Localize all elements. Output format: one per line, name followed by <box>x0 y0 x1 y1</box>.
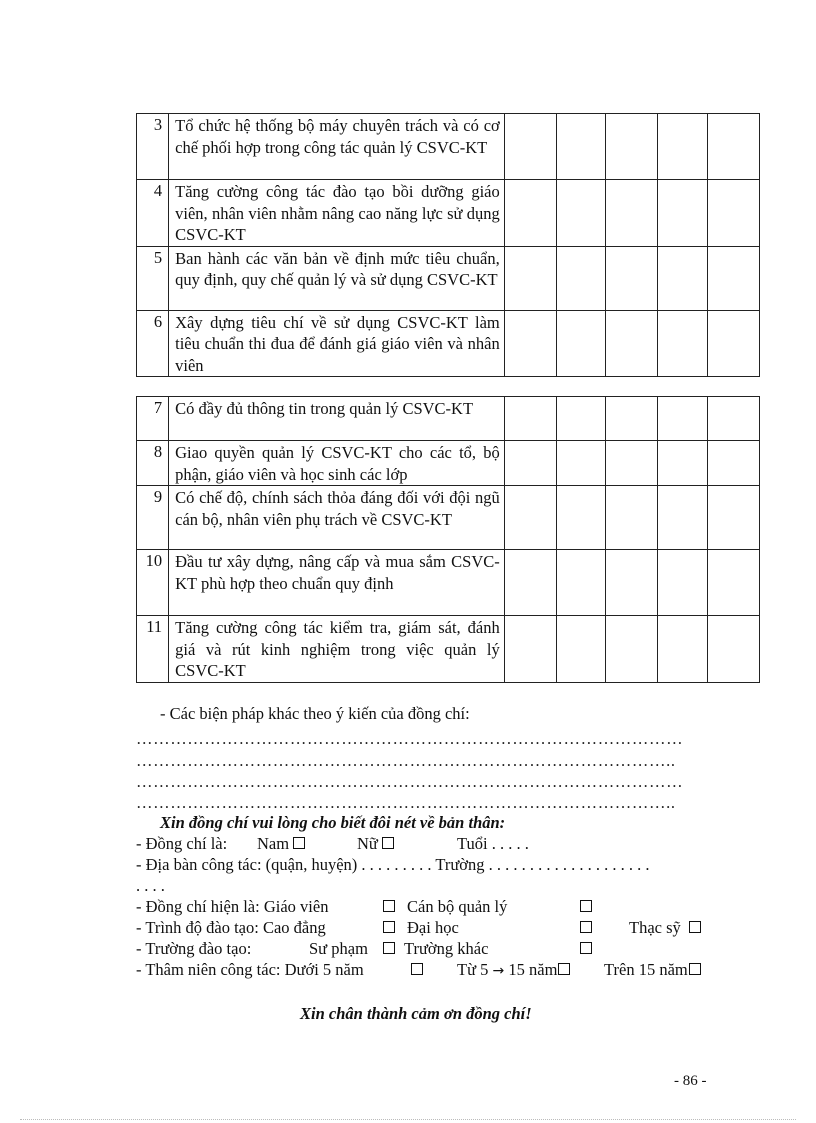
under5-checkbox[interactable] <box>407 960 423 980</box>
rating-cell[interactable] <box>707 114 759 180</box>
table-row <box>137 616 760 683</box>
female-option[interactable] <box>357 834 394 854</box>
rating-cell[interactable] <box>606 246 658 310</box>
checkbox-icon[interactable] <box>689 921 701 933</box>
female-label: Nữ <box>357 834 378 853</box>
rating-cell[interactable] <box>707 310 759 377</box>
university-checkbox[interactable] <box>576 918 592 938</box>
survey-table-part-1 <box>136 113 760 377</box>
master-label: Thạc sỹ <box>629 918 681 937</box>
rating-cell[interactable] <box>707 246 759 310</box>
row-text: Xây dựng tiêu chí về sử dụng CSVC-KT làm tiêu chuẩn thi đua để đánh giá giáo viên và nhân viên <box>169 310 505 377</box>
row-text: Tổ chức hệ thống bộ máy chuyên trách và có cơ chế phối hợp trong công tác quản lý CSVC-KT <box>169 114 505 180</box>
work-area-field[interactable]: - Địa bàn công tác: (quận, huyện) . . . . . . . . . Trường . . . . . . . . . . . . . . . . . . . . <box>136 855 650 874</box>
rating-cell[interactable] <box>658 441 707 486</box>
row-number: 5 <box>137 246 169 310</box>
rating-cell[interactable] <box>707 180 759 247</box>
rating-cell[interactable] <box>557 550 606 616</box>
rating-cell[interactable] <box>504 246 556 310</box>
age-field[interactable]: Tuổi . . . . . <box>457 834 529 853</box>
other-school-checkbox[interactable] <box>576 939 592 959</box>
checkbox-icon[interactable] <box>382 837 394 849</box>
from5-option[interactable] <box>457 960 570 981</box>
rating-cell[interactable] <box>504 114 556 180</box>
row-text: Tăng cường công tác kiểm tra, giám sát, đánh giá và rút kinh nghiệm trong việc quản lý CSVC-KT <box>169 616 505 683</box>
master-option[interactable] <box>629 918 701 938</box>
checkbox-icon[interactable] <box>293 837 305 849</box>
row-number: 8 <box>137 441 169 486</box>
row-number: 11 <box>137 616 169 683</box>
row-number: 4 <box>137 180 169 247</box>
rating-cell[interactable] <box>606 114 658 180</box>
rating-cell[interactable] <box>658 180 707 247</box>
rating-cell[interactable] <box>658 114 707 180</box>
manager-label: Cán bộ quản lý <box>407 897 508 916</box>
college-checkbox[interactable] <box>379 918 395 938</box>
answer-line[interactable]: ………………………………………………………………………………….. <box>136 751 676 770</box>
other-school-label: Trường khác <box>404 939 489 958</box>
table-row <box>137 486 760 550</box>
manager-checkbox[interactable] <box>576 897 592 917</box>
checkbox-icon[interactable] <box>580 921 592 933</box>
checkbox-icon[interactable] <box>689 963 701 975</box>
rating-cell[interactable] <box>707 441 759 486</box>
page-number: - 86 - <box>674 1073 707 1089</box>
university-label: Đại học <box>407 918 459 937</box>
over15-label: Trên 15 năm <box>604 960 688 979</box>
checkbox-icon[interactable] <box>383 921 395 933</box>
closing-thanks: Xin chân thành cảm ơn đồng chí! <box>300 1004 532 1023</box>
rating-cell[interactable] <box>606 441 658 486</box>
row-text: Giao quyền quản lý CSVC-KT cho các tổ, bộ phận, giáo viên và học sinh các lớp <box>169 441 505 486</box>
rating-cell[interactable] <box>557 397 606 441</box>
row-text: Có đầy đủ thông tin trong quản lý CSVC-KT <box>169 397 505 441</box>
checkbox-icon[interactable] <box>383 900 395 912</box>
pedagogy-label: Sư phạm <box>309 939 368 958</box>
rating-cell[interactable] <box>557 441 606 486</box>
personal-info-heading: Xin đồng chí vui lòng cho biết đôi nét về bản thân: <box>160 813 506 832</box>
table-row <box>137 180 760 247</box>
rating-cell[interactable] <box>658 397 707 441</box>
over15-option[interactable] <box>604 960 701 980</box>
row-number: 3 <box>137 114 169 180</box>
position-label: - Đồng chí hiện là: Giáo viên <box>136 897 329 916</box>
checkbox-icon[interactable] <box>383 942 395 954</box>
other-measures-label: - Các biện pháp khác theo ý kiến của đồng chí: <box>160 704 470 723</box>
row-text: Có chế độ, chính sách thỏa đáng đối với đội ngũ cán bộ, nhân viên phụ trách về CSVC-KT <box>169 486 505 550</box>
table-row <box>137 397 760 441</box>
checkbox-icon[interactable] <box>580 942 592 954</box>
footer-divider <box>20 1119 796 1120</box>
rating-cell[interactable] <box>557 114 606 180</box>
rating-cell[interactable] <box>658 616 707 683</box>
school-label: - Trường đào tạo: <box>136 939 252 958</box>
arrow-right-icon: → <box>492 963 505 979</box>
seniority-label: - Thâm niên công tác: Dưới 5 năm <box>136 960 364 979</box>
from5-label: Từ 5 <box>457 960 489 979</box>
row-number: 6 <box>137 310 169 377</box>
survey-table-part-2 <box>136 396 760 683</box>
education-label: - Trình độ đào tạo: Cao đẳng <box>136 918 326 937</box>
rating-cell[interactable] <box>504 397 556 441</box>
rating-cell[interactable] <box>606 310 658 377</box>
table-row <box>137 441 760 486</box>
answer-line[interactable]: …………………………………………………………………………………… <box>136 729 684 748</box>
rating-cell[interactable] <box>606 486 658 550</box>
rating-cell[interactable] <box>557 310 606 377</box>
gender-label: - Đồng chí là: <box>136 834 228 853</box>
row-text: Đầu tư xây dựng, nâng cấp và mua sắm CSVC-KT phù hợp theo chuẩn quy định <box>169 550 505 616</box>
male-option[interactable] <box>257 834 305 854</box>
checkbox-icon[interactable] <box>558 963 570 975</box>
row-text: Ban hành các văn bản về định mức tiêu chuẩn, quy định, quy chế quản lý và sử dụng CSVC-KT <box>169 246 505 310</box>
rating-cell[interactable] <box>606 397 658 441</box>
rating-cell[interactable] <box>504 310 556 377</box>
teacher-checkbox[interactable] <box>379 897 395 917</box>
rating-cell[interactable] <box>658 550 707 616</box>
table-row <box>137 114 760 180</box>
rating-cell[interactable] <box>504 550 556 616</box>
rating-cell[interactable] <box>707 616 759 683</box>
male-label: Nam <box>257 834 290 853</box>
rating-cell[interactable] <box>707 397 759 441</box>
checkbox-icon[interactable] <box>580 900 592 912</box>
row-number: 10 <box>137 550 169 616</box>
rating-cell[interactable] <box>504 486 556 550</box>
rating-cell[interactable] <box>557 246 606 310</box>
row-number: 7 <box>137 397 169 441</box>
checkbox-icon[interactable] <box>411 963 423 975</box>
row-number: 9 <box>137 486 169 550</box>
rating-cell[interactable] <box>557 616 606 683</box>
row-text: Tăng cường công tác đào tạo bồi dưỡng giáo viên, nhân viên nhằm nâng cao năng lực sử dụng CSVC-KT <box>169 180 505 247</box>
rating-cell[interactable] <box>504 441 556 486</box>
rating-cell[interactable] <box>707 486 759 550</box>
answer-line[interactable]: ………………………………………………………………………………….. <box>136 793 676 812</box>
rating-cell[interactable] <box>504 180 556 247</box>
rating-cell[interactable] <box>606 616 658 683</box>
rating-cell[interactable] <box>658 310 707 377</box>
table-row <box>137 310 760 377</box>
rating-cell[interactable] <box>504 616 556 683</box>
to15-label: 15 năm <box>508 960 558 979</box>
rating-cell[interactable] <box>557 180 606 247</box>
rating-cell[interactable] <box>606 180 658 247</box>
table-row <box>137 550 760 616</box>
rating-cell[interactable] <box>557 486 606 550</box>
rating-cell[interactable] <box>658 486 707 550</box>
pedagogy-checkbox[interactable] <box>379 939 395 959</box>
rating-cell[interactable] <box>707 550 759 616</box>
table-row <box>137 246 760 310</box>
rating-cell[interactable] <box>606 550 658 616</box>
answer-line[interactable]: …………………………………………………………………………………… <box>136 772 684 791</box>
work-area-continued: . . . . <box>136 876 165 895</box>
rating-cell[interactable] <box>658 246 707 310</box>
